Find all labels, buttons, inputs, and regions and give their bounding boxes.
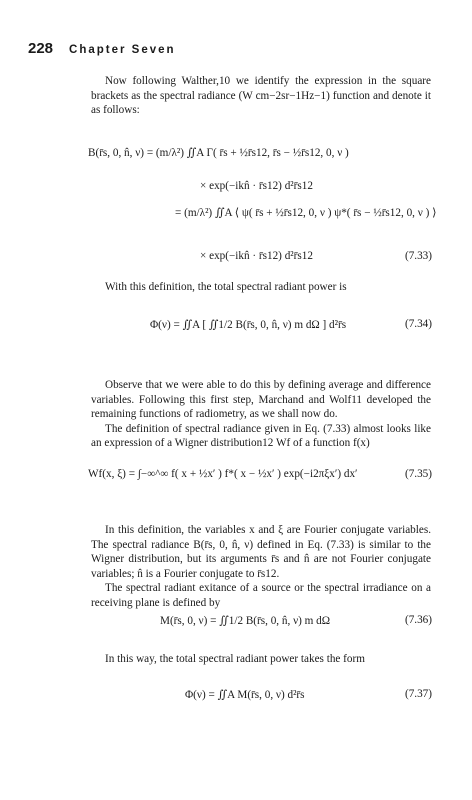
equation-text: M(r̄s, 0, ν) = ∬1/2 B(r̄s, 0, n̂, ν) m dΩ xyxy=(160,615,331,627)
equation-7-33-line-2 xyxy=(80,180,432,206)
running-header xyxy=(28,40,176,57)
equation-number: (7.37) xyxy=(404,688,432,700)
equation-number: (7.34) xyxy=(404,318,432,330)
paragraph-marchand-wolf xyxy=(91,378,431,451)
paragraph-text: In this way, the total spectral radiant power takes the form xyxy=(105,653,365,665)
equation-text: B(r̄s, 0, n̂, ν) = (m/λ²) ∬A Γ( r̄s + ½r̄s12, r̄s − ½r̄s12, 0, ν ) xyxy=(88,147,349,159)
equation-7-33-line-3 xyxy=(80,206,437,232)
chapter-title: Chapter Seven xyxy=(69,44,176,56)
equation-text: Φ(ν) = ∬A [ ∬1/2 B(r̄s, 0, n̂, ν) m dΩ ] d²r̄s xyxy=(150,319,347,331)
paragraph-walther xyxy=(91,74,431,118)
paragraph-text: Now following Walther,10 we identify the expression in the square brackets as the spectral radiance (W cm−2sr−1Hz−1) function and denote it as follows: xyxy=(91,75,431,117)
equation-text: Φ(ν) = ∬A M(r̄s, 0, ν) d²r̄s xyxy=(185,689,305,701)
equation-7-35 xyxy=(80,468,432,494)
equation-text: × exp(−ikn̂ · r̄s12) d²r̄s12 xyxy=(200,180,313,192)
paragraph-final xyxy=(91,652,431,667)
equation-7-37 xyxy=(80,688,432,714)
equation-7-33-line-1 xyxy=(80,146,432,172)
equation-number: (7.35) xyxy=(404,468,432,480)
equation-7-33-line-4 xyxy=(80,250,432,276)
paragraph-text: The spectral radiant exitance of a source or the spectral irradiance on a receiving plane is defined by xyxy=(91,582,431,609)
equation-text: = (m/λ²) ∬A ⟨ ψ( r̄s + ½r̄s12, 0, ν ) ψ*( r̄s − ½r̄s12, 0, ν ) ⟩ xyxy=(175,207,437,219)
paragraph-text: In this definition, the variables x and ξ are Fourier conjugate variables. The spectral radiance B(r̄s, 0, n̂, ν) defined in Eq. (7.33) is similar to the Wigner distribution, but its arguments r̄s and n̂ are not Fourier conjugate variables; n̂ is a Fourier conjugate to r̄s12. xyxy=(91,524,431,580)
paragraph-text: With this definition, the total spectral radiant power is xyxy=(105,281,347,293)
equation-number: (7.33) xyxy=(404,250,432,262)
equation-number: (7.36) xyxy=(404,614,432,626)
equation-text: × exp(−ikn̂ · r̄s12) d²r̄s12 xyxy=(200,250,313,262)
equation-7-34 xyxy=(80,318,432,344)
paragraph-text: Observe that we were able to do this by defining average and difference variables. Following this first step, Marchand and Wolf11 developed the remaining functions of radiometry, as we shall now do. xyxy=(91,379,431,421)
equation-text: Wf(x, ξ) = ∫−∞^∞ f( x + ½x′ ) f*( x − ½x′ ) exp(−i2πξx′) dx′ xyxy=(88,468,358,480)
paragraph-fourier xyxy=(91,523,431,611)
equation-7-36 xyxy=(80,614,432,640)
paragraph-total-power xyxy=(91,280,431,295)
page-number: 228 xyxy=(28,40,54,57)
paragraph-text: The definition of spectral radiance given in Eq. (7.33) almost looks like an expression of a Wigner distribution12 Wf of a function f(x) xyxy=(91,422,431,450)
